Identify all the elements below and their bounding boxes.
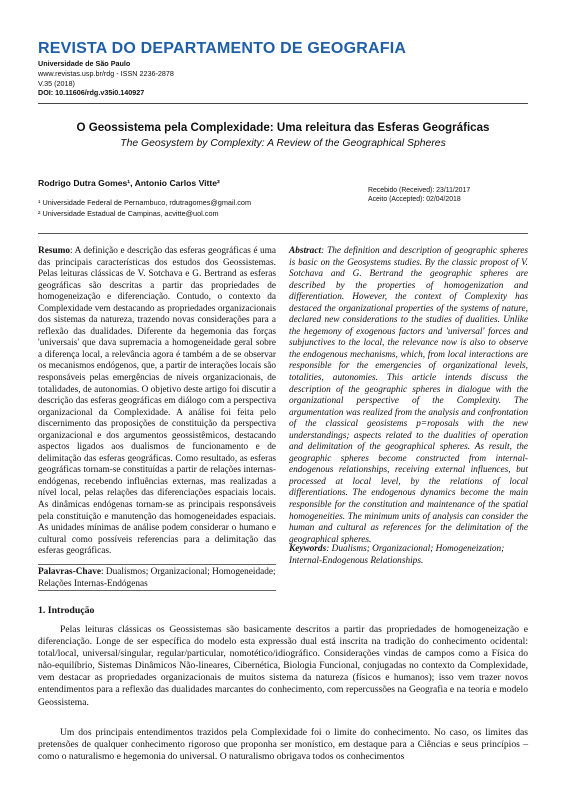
abstract-text: : The definition and description of geographic spheres is basic on the Geosystems studies. By the classic propost of V. Sotchava and G. Bertrand the geographic spheres are described by the properties of homogenization and differentiation. However, the context of Complexity has destaced the organizational properties of the systems of nature, declared new considerations to the studies of dualities. Unlike the hegemony of exogenous factors and 'universal' forces and subjunctives to the local, the relevance now is also to observe the endogenous mechanisms, which, from local interactions are responsible for the emergencies of organizational levels, totalities, autonomies. This article intends discuss the description of the geographic spheres in dialogue with the organizational perspective of the Complexity. The argumentation was realized from the analysis and confrontation of the classical geosistems p=roposals with the new understandings; aspects related to the dualities of operation and delimitation of the geographical spheres. As result, the geographic spheres become constructed from internal-endogenous relationships, receiving external influences, but processed at local level, by the relations of local differentiations. The endogenous dynamics become the main responsible for the constitution and maintenance of the spatial homogeneities. The minimum units of analysis can consider the human and cultural as references for the delimitation of the geographical spheres.	[289, 246, 528, 545]
article-title-pt: O Geossistema pela Complexidade: Uma releitura das Esferas Geográficas	[76, 121, 490, 134]
section-heading-introducao: 1. Introdução	[38, 605, 95, 616]
keywords-bottom-rule	[38, 590, 276, 591]
affiliation-2: ² Universidade Estadual de Campinas, acvitte@uol.com	[38, 209, 219, 218]
affiliation-1: ¹ Universidade Federal de Pernambuco, rdutragomes@gmail.com	[38, 198, 252, 207]
abstract-block	[289, 246, 528, 546]
keywords-en	[289, 544, 528, 567]
resumo-label: Resumo	[38, 246, 71, 256]
resumo-text: : A definição e descrição das esferas geográficas é uma das principais características dos estudos dos Geossistemas. Pelas leituras clássicas de V. Sotchava e G. Bertrand as esferas geográficas são descritas a partir das propriedades de homogeneização e diferenciação. Contudo, o contexto da Complexidade vem destacando as propriedades organizacionais dos sistemas da natureza, trazendo novas considerações para a reflexão das dualidades. Diferente da hegemonia das forças 'universais' que dava supremacia a homogeneidade geral sobre a diferença local, a relevância agora é também a de se observar os mecanismos endógenos, que, a partir de interações locais são responsáveis pelas emergências de níveis organizacionais, de totalidades, de autonomias. O objetivo deste artigo foi discutir a descrição das esferas geográficas em diálogo com a perspectiva organizacional da Complexidade. A análise foi feita pelo discernimento das proposições de constituição da perspectiva organizacional e dos argumentos geossistêmicos, destacando aspectos ligados aos dualismos de funcionamento e de delimitação das esferas geográficas. Como resultado, as esferas geográficas tornam-se constituídas a partir de relações internas-endógenas, recebendo influências externas, mas realizadas a nível local, pelas relações das diferenciações espaciais locais. As dinâmicas endógenas tornam-se as principais responsáveis pela constituição e manutenção das homogeneidades espaciais. As unidades mínimas de análise podem considerar o humano e cultural como possíveis referencias para a delimitação das esferas geográficas.	[38, 246, 276, 557]
keywords-pt-text: : Dualismos; Organizacional; Homogeneidade; Relações Internas-Endógenas	[38, 567, 276, 589]
journal-volume: V.35 (2018)	[38, 79, 75, 88]
received-date: Recebido (Received): 23/11/2017	[368, 187, 471, 194]
affiliation-divider	[38, 233, 528, 234]
accepted-date: Aceito (Accepted): 02/04/2018	[368, 196, 461, 203]
keywords-top-rule	[38, 564, 276, 565]
keywords-en-text: : Dualisms; Organizacional; Homogeneization; Internal-Endogenous Relationships.	[289, 544, 505, 566]
header-divider	[38, 103, 528, 104]
journal-title: REVISTA DO DEPARTAMENTO DE GEOGRAFIA	[38, 40, 407, 57]
journal-site-issn[interactable]: www.revistas.usp.br/rdg - ISSN 2236-2878	[38, 69, 174, 78]
keywords-en-label: Keywords	[289, 544, 327, 554]
article-doi[interactable]: DOI: 10.11606/rdg.v35i0.140927	[38, 88, 145, 97]
university-name: Universidade de São Paulo	[38, 59, 131, 68]
resumo-block	[38, 246, 276, 558]
intro-paragraph-2: Um dos principais entendimentos trazidos pela Complexidade foi o limite do conhecimento. No caso, os limites das pretensões de qualquer conhecimento rigoroso que proponha ser monístico, em destaque para a Ciências e seus princípios – como o naturalismo e hegemonia do universal. O naturalismo obrigava todos os conhecimentos	[38, 727, 528, 763]
keywords-pt-label: Palavras-Chave	[38, 567, 102, 577]
abstract-label: Abstract	[289, 246, 322, 256]
keywords-pt	[38, 567, 276, 590]
article-title-en: The Geosystem by Complexity: A Review of the Geographical Spheres	[120, 138, 446, 149]
article-authors: Rodrigo Dutra Gomes¹, Antonio Carlos Vitte²	[38, 178, 220, 188]
intro-paragraph-1: Pelas leituras clássicas os Geossistemas são basicamente descritos a partir das propriedades de homogeneização e diferenciação. Longe de ser específica do modelo esta expressão dual está inscrita na tradição do conhecimento ocidental: total/local, universal/singular, regular/particular, nomotético/idiográfico. Considerações vindas de campos como a Física do não-equilíbrio, Sistemas Dinâmicos Não-lineares, Cibernética, Biologia Funcional, conjugadas no contexto da Complexidade, vem destacar as propriedades organizacionais de muitos sistema da natureza (físicos e humanos); isso vem trazer novos entendimentos para a reflexão das dualidades marcantes do conhecimento, com repercussões na Geografia e na teoria e modelo Geossistema.	[38, 624, 528, 708]
